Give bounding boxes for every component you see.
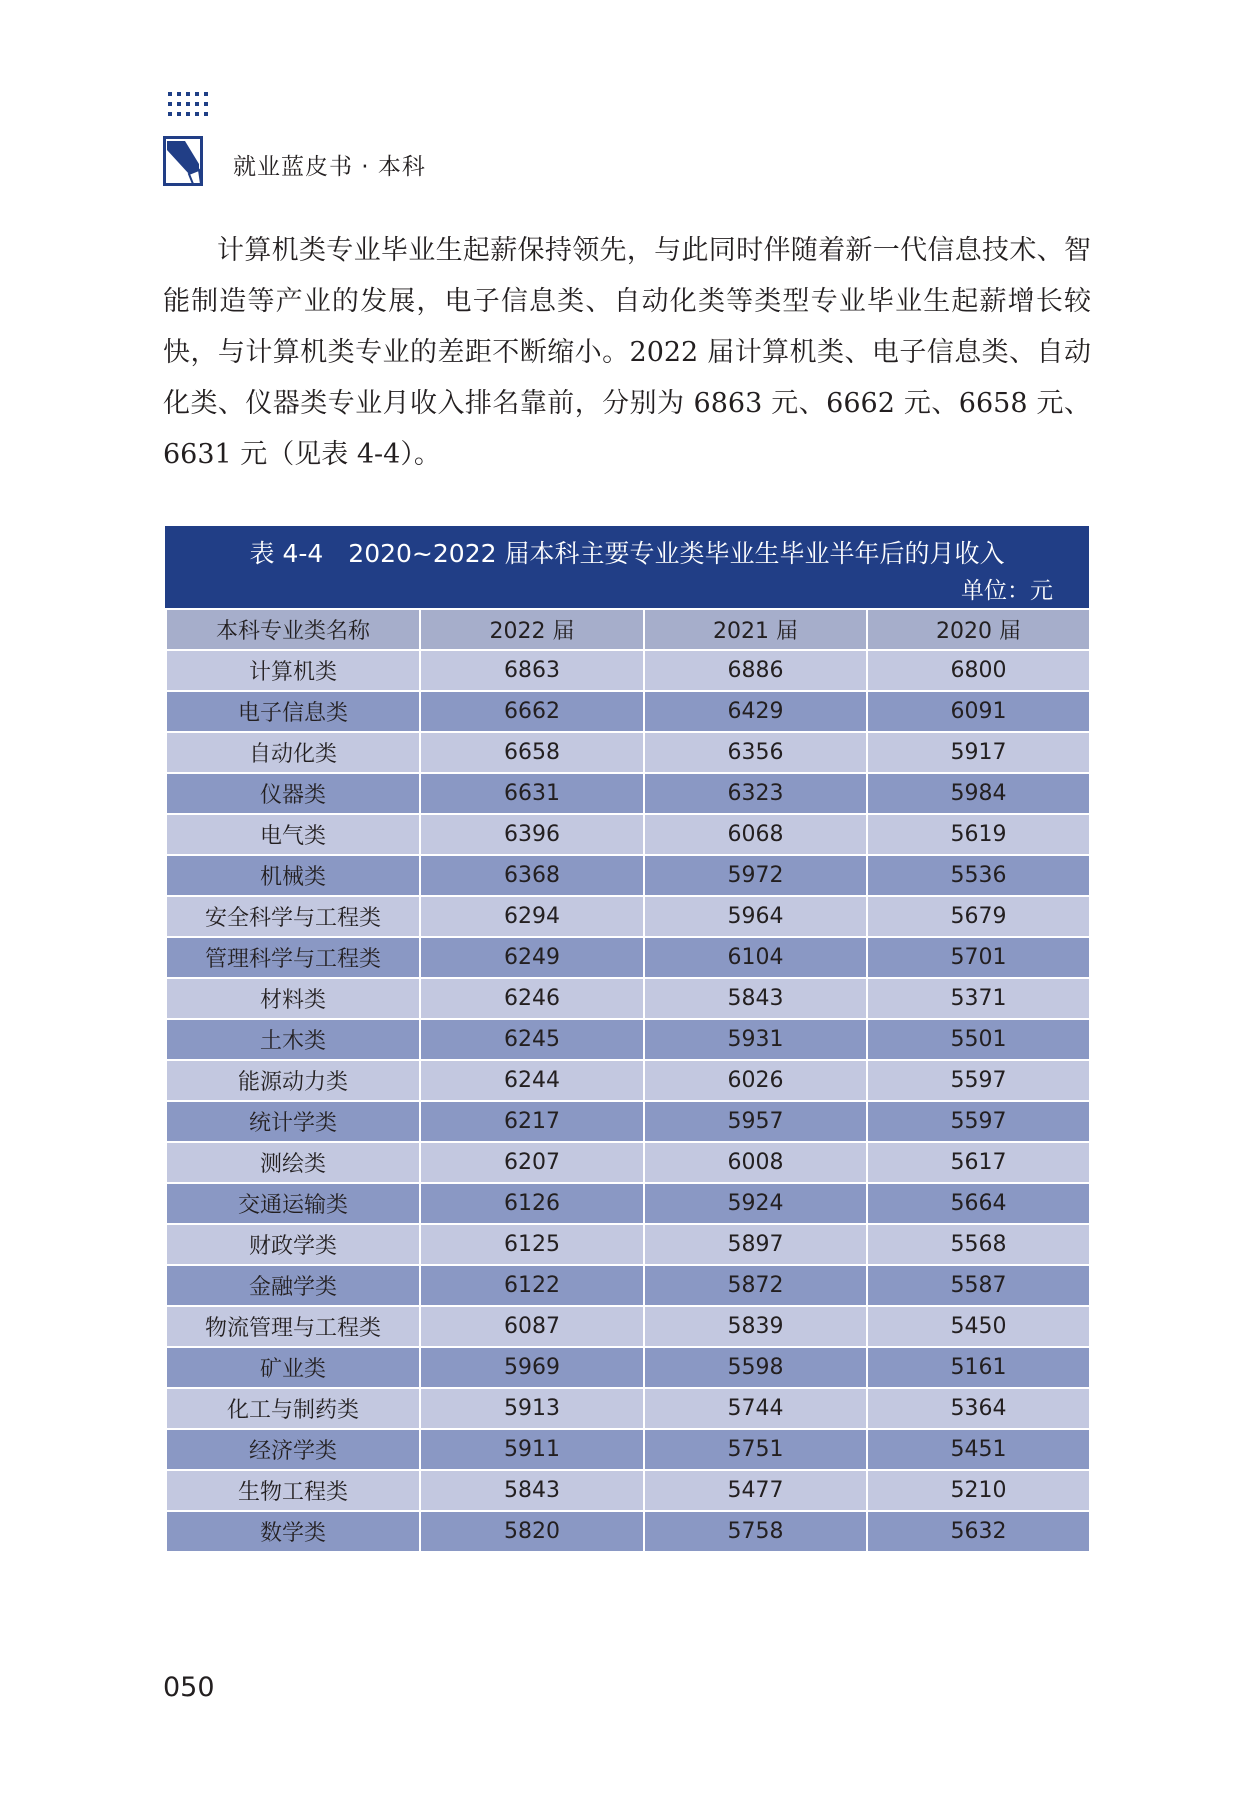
major-name-cell: 材料类 [166, 978, 420, 1019]
page-header [163, 92, 563, 202]
salary-2020-cell: 5597 [867, 1060, 1090, 1101]
salary-2022-cell: 5913 [420, 1388, 644, 1429]
salary-2020-cell: 5617 [867, 1142, 1090, 1183]
salary-2020-cell: 5701 [867, 937, 1090, 978]
salary-2021-cell: 5972 [644, 855, 867, 896]
salary-2020-cell: 5161 [867, 1347, 1090, 1388]
salary-2021-cell: 5964 [644, 896, 867, 937]
table-row [166, 937, 1090, 978]
major-name-cell: 经济学类 [166, 1429, 420, 1470]
salary-2021-cell: 6323 [644, 773, 867, 814]
salary-2021-cell: 5751 [644, 1429, 867, 1470]
salary-2020-cell: 6800 [867, 650, 1090, 691]
table-row [166, 1306, 1090, 1347]
major-name-cell: 机械类 [166, 855, 420, 896]
salary-2022-cell: 6294 [420, 896, 644, 937]
salary-2021-cell: 6026 [644, 1060, 867, 1101]
salary-2020-cell: 5679 [867, 896, 1090, 937]
salary-2021-cell: 5957 [644, 1101, 867, 1142]
salary-2020-cell: 6091 [867, 691, 1090, 732]
salary-2022-cell: 6658 [420, 732, 644, 773]
table-row [166, 1388, 1090, 1429]
salary-2021-cell: 5897 [644, 1224, 867, 1265]
salary-data-grid [165, 608, 1091, 1553]
table-row [166, 691, 1090, 732]
salary-2020-cell: 5371 [867, 978, 1090, 1019]
major-name-cell: 数学类 [166, 1511, 420, 1552]
salary-2021-cell: 5872 [644, 1265, 867, 1306]
major-name-cell: 化工与制药类 [166, 1388, 420, 1429]
salary-2020-cell: 5501 [867, 1019, 1090, 1060]
table-row [166, 1511, 1090, 1552]
salary-2022-cell: 5820 [420, 1511, 644, 1552]
salary-2020-cell: 5917 [867, 732, 1090, 773]
table-title: 表 4-4 2020~2022 届本科主要专业类毕业生毕业半年后的月收入 [249, 539, 1005, 568]
table-row [166, 978, 1090, 1019]
salary-2020-cell: 5450 [867, 1306, 1090, 1347]
table-row [166, 650, 1090, 691]
salary-2022-cell: 6249 [420, 937, 644, 978]
table-row [166, 814, 1090, 855]
running-title: 就业蓝皮书 · 本科 [233, 154, 426, 180]
salary-2021-cell: 6356 [644, 732, 867, 773]
page-number: 050 [163, 1672, 215, 1703]
salary-2020-cell: 5619 [867, 814, 1090, 855]
table-row [166, 732, 1090, 773]
table-row [166, 1183, 1090, 1224]
salary-2022-cell: 6126 [420, 1183, 644, 1224]
major-name-cell: 土木类 [166, 1019, 420, 1060]
salary-2021-cell: 5598 [644, 1347, 867, 1388]
salary-2022-cell: 6631 [420, 773, 644, 814]
table-row [166, 1265, 1090, 1306]
salary-2021-cell: 6886 [644, 650, 867, 691]
salary-2020-cell: 5664 [867, 1183, 1090, 1224]
table-caption-bar [165, 526, 1089, 608]
salary-2020-cell: 5210 [867, 1470, 1090, 1511]
column-header-2021: 2021 届 [644, 609, 867, 650]
salary-2022-cell: 6122 [420, 1265, 644, 1306]
table-header-row [166, 609, 1090, 650]
major-name-cell: 能源动力类 [166, 1060, 420, 1101]
table-row [166, 1347, 1090, 1388]
salary-2021-cell: 6429 [644, 691, 867, 732]
column-header-2020: 2020 届 [867, 609, 1090, 650]
salary-table [165, 526, 1089, 1553]
salary-2021-cell: 5924 [644, 1183, 867, 1224]
salary-2022-cell: 5843 [420, 1470, 644, 1511]
salary-2022-cell: 6396 [420, 814, 644, 855]
major-name-cell: 管理科学与工程类 [166, 937, 420, 978]
salary-2021-cell: 5477 [644, 1470, 867, 1511]
salary-2020-cell: 5587 [867, 1265, 1090, 1306]
salary-2021-cell: 6068 [644, 814, 867, 855]
salary-2020-cell: 5568 [867, 1224, 1090, 1265]
salary-2022-cell: 5911 [420, 1429, 644, 1470]
table-row [166, 1019, 1090, 1060]
salary-2022-cell: 6245 [420, 1019, 644, 1060]
salary-2022-cell: 6207 [420, 1142, 644, 1183]
table-row [166, 1470, 1090, 1511]
major-name-cell: 电气类 [166, 814, 420, 855]
book-logo-icon [163, 136, 205, 188]
body-paragraph: 计算机类专业毕业生起薪保持领先，与此同时伴随着新一代信息技术、智能制造等产业的发展，电子信息类、自动化类等类型专业毕业生起薪增长较快，与计算机类专业的差距不断缩小。2022 届计算机类、电子信息类、自动化类、仪器类专业月收入排名靠前，分别为 6863 元、6662 元、6658 元、6631 元（见表 4-4）。 [163, 235, 1091, 470]
major-name-cell: 仪器类 [166, 773, 420, 814]
salary-2022-cell: 6244 [420, 1060, 644, 1101]
salary-2020-cell: 5984 [867, 773, 1090, 814]
salary-2020-cell: 5597 [867, 1101, 1090, 1142]
major-name-cell: 电子信息类 [166, 691, 420, 732]
table-row [166, 855, 1090, 896]
salary-2021-cell: 5839 [644, 1306, 867, 1347]
major-name-cell: 统计学类 [166, 1101, 420, 1142]
salary-2022-cell: 6863 [420, 650, 644, 691]
major-name-cell: 矿业类 [166, 1347, 420, 1388]
major-name-cell: 交通运输类 [166, 1183, 420, 1224]
column-header-2022: 2022 届 [420, 609, 644, 650]
salary-2022-cell: 6246 [420, 978, 644, 1019]
major-name-cell: 物流管理与工程类 [166, 1306, 420, 1347]
salary-2021-cell: 5931 [644, 1019, 867, 1060]
dot-pattern-decoration [168, 92, 212, 122]
salary-2022-cell: 6125 [420, 1224, 644, 1265]
major-name-cell: 计算机类 [166, 650, 420, 691]
table-row [166, 1101, 1090, 1142]
salary-2021-cell: 6104 [644, 937, 867, 978]
salary-2021-cell: 6008 [644, 1142, 867, 1183]
major-name-cell: 测绘类 [166, 1142, 420, 1183]
table-row [166, 896, 1090, 937]
major-name-cell: 自动化类 [166, 732, 420, 773]
salary-2022-cell: 6662 [420, 691, 644, 732]
salary-2020-cell: 5632 [867, 1511, 1090, 1552]
table-row [166, 1429, 1090, 1470]
table-row [166, 1060, 1090, 1101]
major-name-cell: 生物工程类 [166, 1470, 420, 1511]
salary-2021-cell: 5758 [644, 1511, 867, 1552]
table-row [166, 1224, 1090, 1265]
table-row [166, 773, 1090, 814]
salary-2021-cell: 5843 [644, 978, 867, 1019]
major-name-cell: 财政学类 [166, 1224, 420, 1265]
salary-2020-cell: 5536 [867, 855, 1090, 896]
table-unit: 单位：元 [961, 578, 1053, 604]
salary-2020-cell: 5364 [867, 1388, 1090, 1429]
major-name-cell: 金融学类 [166, 1265, 420, 1306]
salary-2020-cell: 5451 [867, 1429, 1090, 1470]
salary-2021-cell: 5744 [644, 1388, 867, 1429]
major-name-cell: 安全科学与工程类 [166, 896, 420, 937]
salary-2022-cell: 5969 [420, 1347, 644, 1388]
table-row [166, 1142, 1090, 1183]
salary-2022-cell: 6217 [420, 1101, 644, 1142]
salary-2022-cell: 6368 [420, 855, 644, 896]
salary-2022-cell: 6087 [420, 1306, 644, 1347]
column-header-major: 本科专业类名称 [166, 609, 420, 650]
